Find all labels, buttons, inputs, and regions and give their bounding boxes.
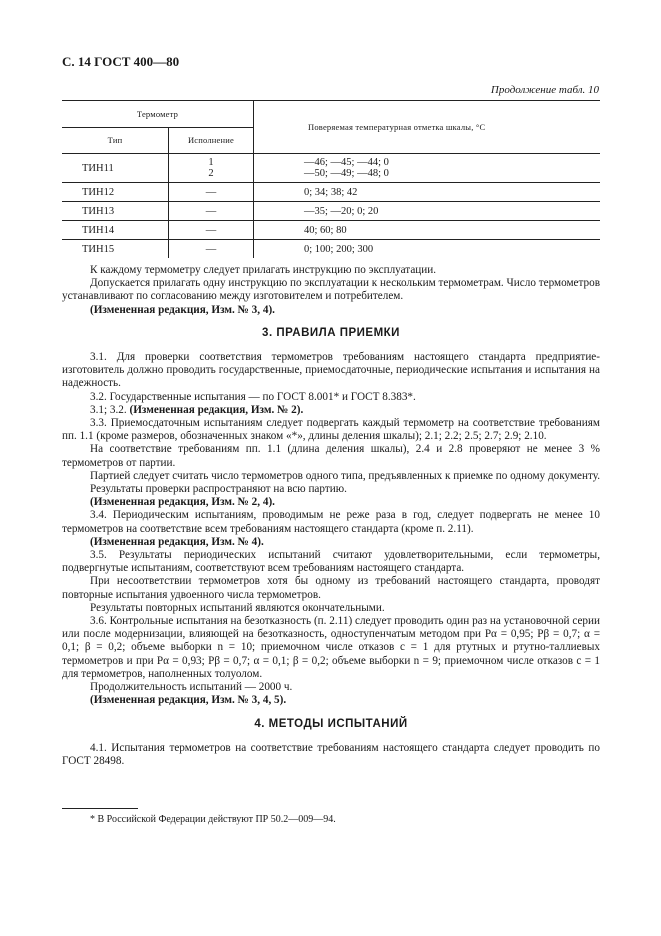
section-heading-3: 3. ПРАВИЛА ПРИЕМКИ: [262, 326, 400, 339]
paragraph: Продолжительность испытаний — 2000 ч.: [90, 681, 293, 694]
cell-type: ТИН13: [62, 202, 169, 221]
cell-version: —: [169, 202, 254, 221]
cell-mark: [254, 154, 601, 183]
paragraph: 3.4. Периодическим испытаниям, проводимым не реже раза в год, следует подвергать не менее 10 термометров на соответствие всем требованиям настоящего стандарта (кроме п. 2.11).: [62, 509, 600, 535]
cell-mark-line: —46; —45; —44; 0: [304, 157, 389, 168]
paragraph: [62, 404, 600, 417]
section-heading-4: 4. МЕТОДЫ ИСПЫТАНИЙ: [254, 717, 408, 730]
paragraph: 4.1. Испытания термометров на соответствие требованиям настоящего стандарта следует проводить по ГОСТ 28498.: [62, 741, 600, 767]
paragraph: 3.5. Результаты периодических испытаний считают удовлетворительными, если термометры, подвергнутые испытаниям, соответствуют всем требованиям настоящего стандарта.: [62, 549, 600, 575]
amendment-note: (Измененная редакция, Изм. № 2, 4).: [90, 496, 275, 509]
thermometer-table: [62, 100, 600, 258]
paragraph: Допускается прилагать одну инструкцию по эксплуатации к нескольким термометрам. Число термометров устанавливают по согласованию между изготовителем и потребителем.: [62, 277, 600, 303]
table-row: [62, 183, 600, 202]
paragraph: При несоответствии термометров хотя бы одному из требований настоящего стандарта, проводят повторные испытания удвоенного числа термометров.: [62, 575, 600, 601]
document-body: [62, 264, 600, 768]
amendment-note: (Измененная редакция, Изм. № 2).: [129, 403, 304, 416]
cell-mark: 0; 100; 200; 300: [254, 240, 601, 259]
cell-version: —: [169, 240, 254, 259]
paragraph: 3.2. Государственные испытания — по ГОСТ 8.001* и ГОСТ 8.383*.: [90, 390, 416, 403]
paragraph: Результаты проверки распространяют на всю партию.: [90, 483, 347, 496]
cell-type: ТИН12: [62, 183, 169, 202]
table-row: [62, 240, 600, 259]
cell-type: ТИН14: [62, 221, 169, 240]
amendment-note: (Измененная редакция, Изм. № 4).: [90, 535, 264, 548]
table-caption: Продолжение табл. 10: [490, 84, 599, 96]
cell-version: —: [169, 221, 254, 240]
table-row: [62, 221, 600, 240]
footnote-divider: [62, 808, 138, 809]
paragraph: 3.3. Приемосдаточным испытаниям следует подвергать каждый термометр на соответствие требованиям пп. 1.1 (кроме размеров, обозначенных знаком «*», длины деления шкалы); 2.1; 2.2; 2.5; 2.7; 2.9; 2.10.: [62, 417, 600, 443]
table-row: [62, 154, 600, 183]
cell-mark: —35; —20; 0; 20: [254, 202, 601, 221]
cell-mark-line: —50; —49; —48; 0: [304, 168, 389, 179]
table-header-type: Тип: [62, 128, 169, 154]
paragraph: Партией следует считать число термометров одного типа, предъявленных к приемке по одному документу.: [90, 469, 600, 482]
cell-mark: 0; 34; 38; 42: [254, 183, 601, 202]
amendment-note: (Измененная редакция, Изм. № 3, 4).: [90, 303, 275, 316]
cell-type: ТИН11: [62, 154, 169, 183]
cell-version: —: [169, 183, 254, 202]
cell-version: [169, 154, 254, 183]
amendment-note: (Измененная редакция, Изм. № 3, 4, 5).: [90, 694, 287, 707]
clause-ref: 3.1; 3.2.: [90, 403, 130, 416]
cell-version-line: 1: [208, 157, 214, 168]
cell-type: ТИН15: [62, 240, 169, 259]
table-header-mark: Поверяемая температурная отметка шкалы, °С: [254, 101, 601, 154]
paragraph: 3.6. Контрольные испытания на безотказность (п. 2.11) следует проводить один раз на установочной серии или после модернизации, влияющей на безотказность, одноступенчатым методом при Pα = 0,95; Pβ = 0,7; α = 0,1; β = 0,2; объеме выборки n = 10; приемочном числе отказов c = 1 для ртутных и ртутно-таллиевых термометров и при Pα = 0,93; Pβ = 0,7; α = 0,1; β = 0,2; объеме выборки n = 9; приемочном числе отказов c = 1 для термометров, наполненных толуолом.: [62, 615, 600, 680]
paragraph: Результаты повторных испытаний являются окончательными.: [90, 601, 385, 614]
paragraph: 3.1. Для проверки соответствия термометров требованиям настоящего стандарта предприятие-изготовитель должно проводить государственные, приемосдаточные, периодические испытания и испытания на надежность.: [62, 351, 600, 390]
paragraph: На соответствие требованиям пп. 1.1 (длина деления шкалы), 2.4 и 2.8 проверяют не менее 3 % термометров от партии.: [62, 443, 600, 469]
page-header: С. 14 ГОСТ 400—80: [62, 54, 180, 69]
paragraph: К каждому термометру следует прилагать инструкцию по эксплуатации.: [90, 264, 437, 276]
table-row: [62, 202, 600, 221]
cell-mark: 40; 60; 80: [254, 221, 601, 240]
table-group-header: Термометр: [62, 101, 254, 128]
cell-version-line: 2: [208, 168, 214, 179]
footnote: * В Российской Федерации действуют ПР 50.2—009—94.: [90, 814, 336, 825]
table-header-version: Исполнение: [169, 128, 254, 154]
